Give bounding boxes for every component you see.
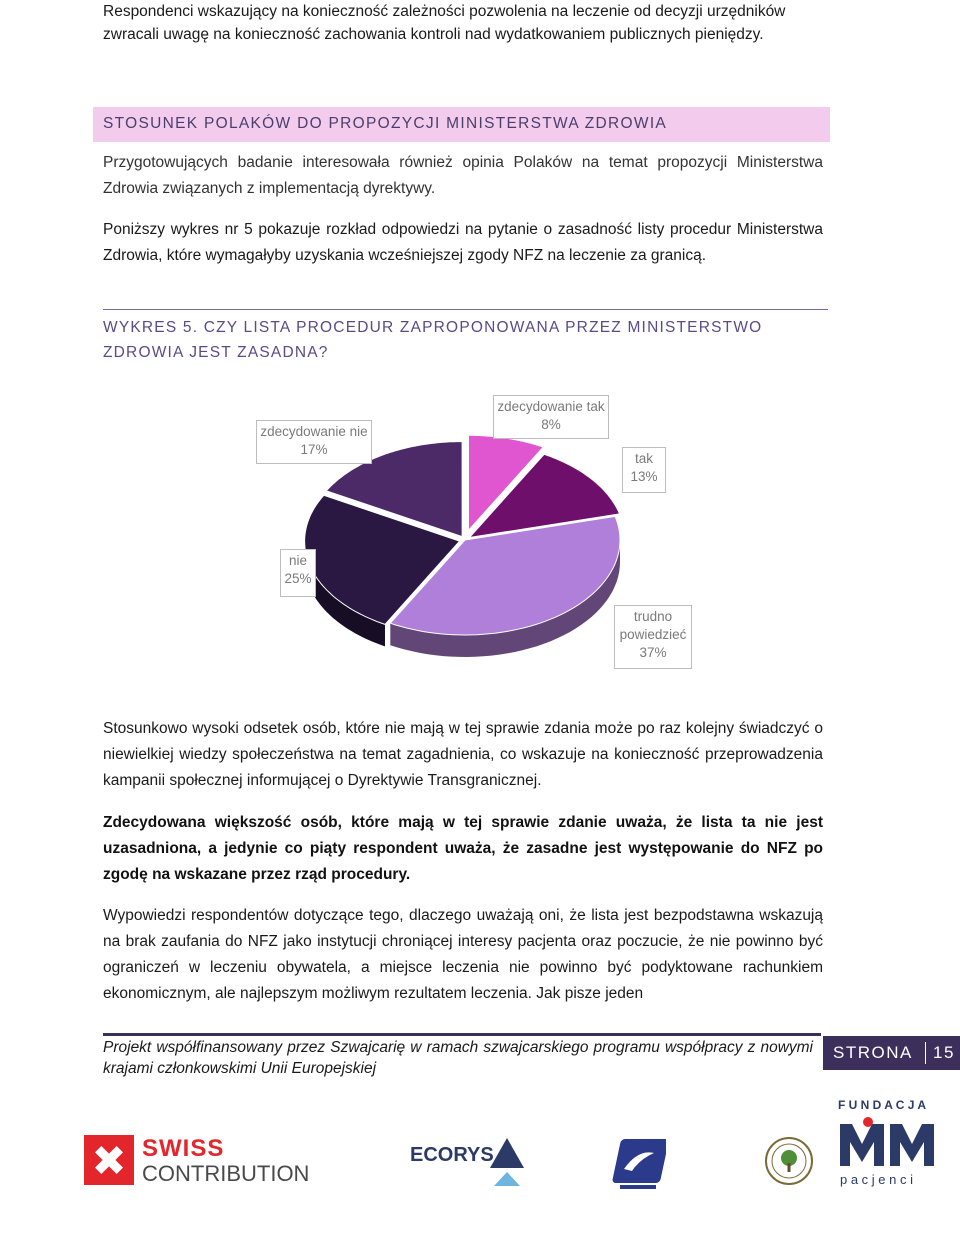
fundacja-text: F U N D A C J A bbox=[838, 1098, 927, 1112]
seal-tree-icon bbox=[764, 1136, 814, 1186]
footer-text: Projekt współfinansowany przez Szwajcarię w ramach szwajcarskiego programu współpracy z nowymi krajami członkowskimi Unii Europejskiej bbox=[103, 1039, 813, 1077]
ecorys-logo bbox=[410, 1138, 520, 1188]
body-paragraph-1: Stosunkowo wysoki odsetek osób, które nie mają w tej sprawie zdania może po raz kolejny świadczyć o niewielkiej wiedzy społeczeństwa na temat zagadnienia, co wskazuje na konieczność przeprowadzenia kampanii społecznej informującej o Dyrektywie Transgranicznej. bbox=[103, 720, 823, 789]
swiss-contribution-logo bbox=[84, 1135, 324, 1187]
chart-title-rule bbox=[103, 309, 828, 310]
label-trudno-value: 37% bbox=[639, 645, 667, 660]
swiss-logo-line1: SWISS bbox=[142, 1135, 225, 1162]
label-zdecydowanie-nie-name: zdecydowanie nie bbox=[260, 424, 368, 439]
label-zdecydowanie-tak bbox=[493, 395, 609, 439]
page-label: STRONA bbox=[833, 1043, 913, 1062]
section-paragraph-2: Poniższy wykres nr 5 pokazuje rozkład odpowiedzi na pytanie o zasadność listy procedur Ministerstwa Zdrowia, które wymagałyby uzyskania wcześniejszej zgody NFZ na leczenie za granicą. bbox=[103, 221, 823, 264]
label-zdecydowanie-tak-name: zdecydowanie tak bbox=[497, 399, 605, 414]
label-zdecydowanie-tak-value: 8% bbox=[541, 417, 561, 432]
page-separator bbox=[925, 1042, 926, 1064]
label-tak-value: 13% bbox=[630, 469, 658, 484]
pie-chart bbox=[0, 380, 960, 700]
label-trudno-powiedziec bbox=[614, 605, 692, 669]
body-paragraph-3: Wypowiedzi respondentów dotyczące tego, dlaczego uważają oni, że lista jest bezpodstawna wskazują na brak zaufania do NFZ jako instytucji chroniącej interesy pacjenta oraz poczucie, że nie powinno być ograniczeń w leczeniu obywatela, a miejsce leczenia nie powinno być podyktowane rachunkiem ekonomicznym, ale najlepszym możliwym rezultatem leczenia. Jak pisze jeden bbox=[103, 907, 823, 1002]
euroregion-bird-icon bbox=[610, 1135, 666, 1191]
label-tak-name: tak bbox=[634, 451, 653, 466]
ecorys-text: ECORYS bbox=[410, 1144, 494, 1166]
page-number: 15 bbox=[933, 1043, 955, 1062]
label-nie bbox=[280, 549, 316, 597]
body-paragraph-bold: Zdecydowana większość osób, które mają w tej sprawie zdanie uważa, że lista ta nie jest uzasadniona, a jedynie co piąty respondent uważa, że zasadne jest występowanie do NFZ po zgodę na wskazane przez rząd procedury. bbox=[103, 814, 823, 883]
label-tak bbox=[622, 447, 666, 493]
label-nie-name: nie bbox=[288, 553, 307, 568]
mm-logo-icon bbox=[838, 1116, 938, 1168]
swiss-cross-icon bbox=[84, 1135, 134, 1185]
section-paragraph-1: Przygotowujących badanie interesowała również opinia Polaków na temat propozycji Ministerstwa Zdrowia związanych z implementacją dyrektywy. bbox=[103, 154, 823, 197]
label-trudno-line1: trudno bbox=[633, 609, 673, 624]
footer-rule bbox=[103, 1033, 821, 1036]
label-zdecydowanie-nie-value: 17% bbox=[300, 442, 328, 457]
ecorys-mountain-icon bbox=[490, 1138, 524, 1186]
chart-title: WYKRES 5. CZY LISTA PROCEDUR ZAPROPONOWANA PRZEZ MINISTERSTWO ZDROWIA JEST ZASADNA? bbox=[103, 319, 763, 361]
section-heading: STOSUNEK POLAKÓW DO PROPOZYCJI MINISTERSTWA ZDROWIA bbox=[103, 115, 668, 132]
intro-line-2: zwracali uwagę na konieczność zachowania kontroli nad wydatkowaniem publicznych pieniędzy. bbox=[103, 26, 764, 43]
section-heading-band bbox=[93, 107, 830, 142]
page-number-badge bbox=[823, 1036, 960, 1070]
fundacja-seal-logo bbox=[764, 1136, 814, 1186]
fundacja-mm-logo bbox=[838, 1098, 942, 1190]
swiss-logo-line2: CONTRIBUTION bbox=[142, 1161, 310, 1186]
label-zdecydowanie-nie bbox=[256, 420, 372, 464]
euroregion-baltyk-logo bbox=[610, 1135, 666, 1191]
pacjenci-text: p a c j e n c i bbox=[840, 1172, 913, 1187]
label-nie-value: 25% bbox=[284, 571, 312, 586]
label-trudno-line2: powiedzieć bbox=[619, 627, 687, 642]
intro-line-1: Respondenci wskazujący na konieczność zależności pozwolenia na leczenie od decyzji urzędników bbox=[103, 3, 786, 20]
